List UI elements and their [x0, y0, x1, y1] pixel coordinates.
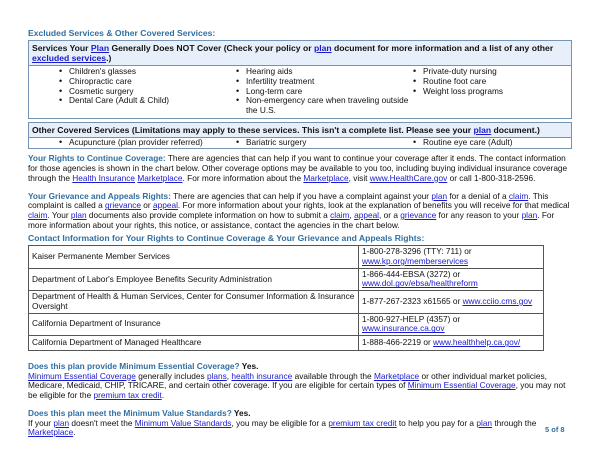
list-column: [29, 67, 236, 116]
healthcare-gov-link[interactable]: www.HealthCare.gov: [369, 172, 448, 183]
agency-name: Department of Health & Human Services, Center for Consumer Information & Insurance Oversight: [29, 291, 359, 313]
text: through the: [492, 417, 537, 428]
claim-link[interactable]: claim: [28, 209, 48, 220]
agency-url-link[interactable]: www.kp.org/memberservices: [362, 256, 469, 267]
header-text: document.): [491, 124, 540, 135]
continue-coverage-heading: Your Rights to Continue Coverage:: [28, 153, 166, 164]
plan-link[interactable]: plan: [476, 417, 493, 428]
text: There are agencies that can help if you have a complaint against your: [170, 190, 432, 201]
text: , or a: [379, 209, 401, 220]
text: or: [141, 200, 153, 211]
premium-tax-credit-link[interactable]: premium tax credit: [328, 417, 397, 428]
list-item: • Routine eye care (Adult): [413, 138, 571, 148]
document-page: [28, 28, 572, 446]
claim-link[interactable]: claim: [508, 190, 529, 201]
other-covered-list: [29, 138, 571, 149]
agency-url-link[interactable]: www.cciio.cms.gov: [462, 296, 533, 307]
list-item: • Long-term care: [236, 87, 413, 97]
list-column: [29, 138, 236, 148]
text: ,: [226, 370, 232, 381]
plan-link[interactable]: plan: [53, 417, 70, 428]
phone-text: 1-800-278-3296 (TTY: 711) or: [362, 246, 472, 257]
agency-name: Kaiser Permanente Member Services: [29, 246, 359, 268]
text: There are agencies that can help if you want to continue your coverage after it ends. The contact information for those agencies is shown in the chart below. Other coverage options may be available to you too, including buying individual insurance coverage through the: [28, 153, 568, 183]
header-text: document for more information and a list of any other: [331, 43, 554, 54]
list-item: • Dental Care (Adult & Child): [59, 96, 236, 106]
text: , visit: [348, 172, 370, 183]
premium-tax-credit-link[interactable]: premium tax credit: [93, 390, 162, 401]
list-column: [413, 67, 571, 116]
text: for any reason to your: [436, 209, 522, 220]
text: or call 1-800-318-2596.: [447, 172, 536, 183]
text: documents also provide complete information on how to submit a: [86, 209, 331, 220]
table-row: [29, 336, 544, 351]
other-covered-header: [29, 123, 571, 138]
agency-name: California Department of Insurance: [29, 313, 359, 335]
phone-text: 1-888-466-2219 or: [362, 337, 434, 348]
list-item: • Cosmetic surgery: [59, 87, 236, 97]
header-text: Services Your: [32, 43, 91, 54]
minimum-essential-coverage-link[interactable]: Minimum Essential Coverage: [28, 370, 136, 381]
list-item: • Weight loss programs: [413, 87, 571, 97]
header-text: Other Covered Services (Limitations may apply to these services. This isn't a complete list. Please see your: [32, 124, 474, 135]
not-covered-list: [29, 66, 571, 118]
agency-url-link[interactable]: www.insurance.ca.gov: [362, 323, 445, 334]
agency-contact: [359, 268, 544, 290]
plans-link[interactable]: plans: [206, 370, 227, 381]
table-row: [29, 268, 544, 290]
list-item: • Children's glasses: [59, 67, 236, 77]
minimum-essential-coverage-link[interactable]: Minimum Essential Coverage: [407, 380, 516, 391]
plan-link[interactable]: Plan: [90, 43, 110, 54]
table-row: [29, 246, 544, 268]
list-item: • Bariatric surgery: [236, 138, 413, 148]
list-item: • Non-emergency care when traveling outside the U.S.: [236, 96, 413, 115]
table-row: [29, 313, 544, 335]
plan-link[interactable]: plan: [70, 209, 87, 220]
text: , you may be eligible for a: [231, 417, 329, 428]
phone-text: 1-877-267-2323 x61565 or: [362, 296, 463, 307]
text: for a denial of a: [447, 190, 509, 201]
text: . For more information about the: [182, 172, 304, 183]
marketplace-link[interactable]: Marketplace: [373, 370, 420, 381]
phone-text: 1-866-444-EBSA (3272) or: [362, 268, 461, 279]
mvs-paragraph: [28, 409, 572, 438]
text: .: [73, 427, 76, 438]
text: available through the: [292, 370, 374, 381]
health-insurance-link[interactable]: Health Insurance: [72, 172, 136, 183]
text: ,: [349, 209, 355, 220]
minimum-value-standards-link[interactable]: Minimum Value Standards: [134, 417, 232, 428]
mec-question: Does this plan provide Minimum Essential Coverage?: [28, 361, 240, 371]
plan-link[interactable]: plan: [521, 209, 538, 220]
grievance-heading: Your Grievance and Appeals Rights:: [28, 190, 171, 201]
text: If your: [28, 417, 54, 428]
agency-contact: [359, 313, 544, 335]
agency-name: California Department of Managed Healthcare: [29, 336, 359, 351]
not-covered-header: [29, 41, 571, 66]
text: . This complaint is called a: [28, 190, 549, 211]
appeal-link[interactable]: appeal: [354, 209, 380, 220]
text: generally includes: [135, 370, 207, 381]
marketplace-link[interactable]: Marketplace: [28, 427, 74, 438]
text: . For more information about your rights, this notice, or assistance, contact the agencies in the chart below.: [28, 209, 555, 230]
text: . For more information about your rights, look at the explanation of benefits you will receive for that medical: [177, 200, 570, 211]
mec-answer: Yes.: [239, 361, 259, 371]
agency-url-link[interactable]: www.healthhelp.ca.gov/: [433, 337, 521, 348]
plan-link[interactable]: plan: [431, 190, 448, 201]
mvs-answer: Yes.: [231, 407, 251, 418]
excluded-services-title: Excluded Services & Other Covered Services:: [28, 28, 216, 38]
list-item: • Infertility treatment: [236, 77, 413, 87]
agency-contact: [359, 291, 544, 313]
other-covered-box: [28, 122, 572, 150]
header-text: .): [106, 53, 112, 64]
text: .: [161, 390, 165, 401]
health-insurance-link[interactable]: health insurance: [231, 370, 293, 381]
text: . Your: [47, 209, 71, 220]
appeal-link[interactable]: appeal: [153, 200, 178, 211]
plan-link[interactable]: plan: [313, 43, 332, 54]
text: , you may not be eligible for the: [28, 380, 566, 401]
agency-name: Department of Labor's Employee Benefits Security Administration: [29, 268, 359, 290]
text: to help you pay for a: [396, 417, 477, 428]
text: or other individual market policies, Medicare, Medicaid, CHIP, TRICARE, and certain other coverage. If you are eligible for certain types of: [28, 370, 547, 391]
text: doesn't meet the: [69, 417, 135, 428]
plan-link[interactable]: plan: [473, 124, 492, 135]
mvs-question: Does this plan meet the Minimum Value Standards?: [28, 407, 232, 418]
agency-contact: [359, 336, 544, 351]
agency-url-link[interactable]: www.dol.gov/ebsa/healthreform: [362, 278, 478, 289]
header-text: Generally Does NOT Cover (Check your policy or: [109, 43, 314, 54]
continue-coverage-paragraph: [28, 154, 572, 183]
contacts-table: [28, 245, 544, 351]
mec-paragraph: [28, 362, 572, 401]
claim-link[interactable]: claim: [330, 209, 350, 220]
page-number: 5 of 8: [545, 425, 565, 434]
grievance-link[interactable]: grievance: [105, 200, 141, 211]
list-item: • Routine foot care: [413, 77, 571, 87]
marketplace-link[interactable]: Marketplace: [137, 172, 183, 183]
marketplace-link[interactable]: Marketplace: [303, 172, 349, 183]
list-column: [236, 138, 413, 148]
phone-text: 1-800-927-HELP (4357) or: [362, 313, 461, 324]
contacts-title: Contact Information for Your Rights to Continue Coverage & Your Grievance and Appeals Rights:: [28, 233, 425, 244]
agency-contact: [359, 246, 544, 268]
list-item: • Hearing aids: [236, 67, 413, 77]
list-item: • Acupuncture (plan provider referred): [59, 138, 236, 148]
list-item: • Chiropractic care: [59, 77, 236, 87]
grievance-paragraph: [28, 192, 572, 231]
table-row: [29, 291, 544, 313]
not-covered-box: [28, 40, 572, 119]
list-column: [413, 138, 571, 148]
list-column: [236, 67, 413, 116]
grievance-link[interactable]: grievance: [400, 209, 437, 220]
list-item: • Private-duty nursing: [413, 67, 571, 77]
excluded-services-link[interactable]: excluded services: [32, 53, 107, 64]
